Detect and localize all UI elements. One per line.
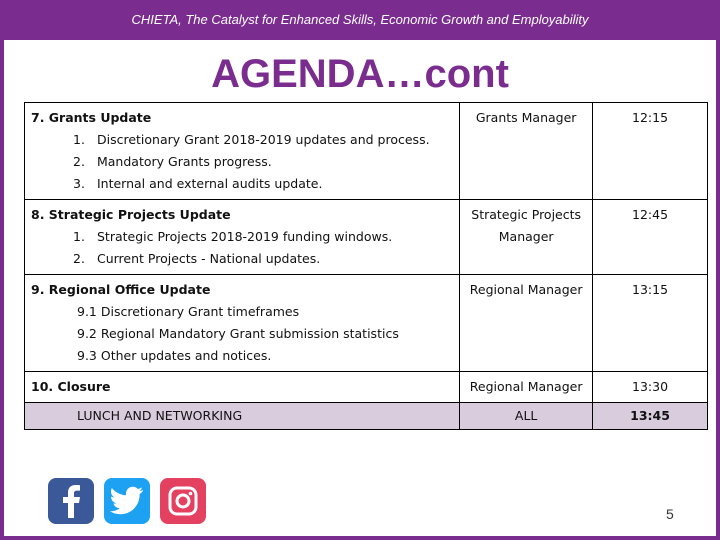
list-item xyxy=(31,226,453,248)
list-item xyxy=(31,151,453,173)
list-item-text: Current Projects - National updates. xyxy=(96,251,321,266)
lunch-cell xyxy=(25,403,460,430)
agenda-item-cell xyxy=(25,103,460,200)
table-row xyxy=(25,200,708,275)
agenda-item-cell xyxy=(25,200,460,275)
agenda-item-cell xyxy=(25,275,460,372)
list-item-text: Internal and external audits update. xyxy=(96,176,323,191)
list-item: 9.1 Discretionary Grant timeframes xyxy=(77,304,300,319)
list-number: 1. xyxy=(73,132,85,147)
list-number: 2. xyxy=(73,154,85,169)
agenda-item-title: 7. Grants Update xyxy=(31,110,152,125)
header-banner: CHIETA, The Catalyst for Enhanced Skills, Economic Growth and Employability xyxy=(0,0,720,40)
agenda-owner: Strategic Projects Manager xyxy=(460,200,593,275)
list-number: 1. xyxy=(73,229,85,244)
page-title: AGENDA…cont xyxy=(211,52,509,96)
agenda-time: 12:15 xyxy=(593,103,708,200)
list-item xyxy=(31,173,453,195)
agenda-table xyxy=(24,102,708,430)
list-item: 9.2 Regional Mandatory Grant submission statistics xyxy=(77,326,399,341)
list-number: 2. xyxy=(73,251,85,266)
twitter-icon[interactable] xyxy=(104,478,150,524)
agenda-time: 13:15 xyxy=(593,275,708,372)
agenda-owner: Regional Manager xyxy=(460,372,593,403)
page-number: 5 xyxy=(666,506,674,522)
table-row-lunch xyxy=(25,403,708,430)
lunch-time: 13:45 xyxy=(593,403,708,430)
lunch-label: LUNCH AND NETWORKING xyxy=(77,408,243,423)
social-icons xyxy=(48,478,206,524)
table-row xyxy=(25,275,708,372)
agenda-time: 13:30 xyxy=(593,372,708,403)
list-number: 3. xyxy=(73,176,85,191)
list-item-text: Discretionary Grant 2018-2019 updates and process. xyxy=(96,132,430,147)
table-row xyxy=(25,103,708,200)
list-item xyxy=(31,248,453,270)
list-item-text: Strategic Projects 2018-2019 funding windows. xyxy=(96,229,393,244)
agenda-item-title: 9. Regional Office Update xyxy=(31,282,211,297)
agenda-owner: Grants Manager xyxy=(460,103,593,200)
list-item: 9.3 Other updates and notices. xyxy=(77,348,272,363)
table-row xyxy=(25,372,708,403)
instagram-icon[interactable] xyxy=(160,478,206,524)
list-item xyxy=(31,129,453,151)
agenda-item-title: 8. Strategic Projects Update xyxy=(31,207,231,222)
agenda-time: 12:45 xyxy=(593,200,708,275)
lunch-owner: ALL xyxy=(460,403,593,430)
agenda-item-cell xyxy=(25,372,460,403)
agenda-owner: Regional Manager xyxy=(460,275,593,372)
list-item-text: Mandatory Grants progress. xyxy=(96,154,272,169)
facebook-icon[interactable] xyxy=(48,478,94,524)
agenda-item-title: 10. Closure xyxy=(31,379,111,394)
